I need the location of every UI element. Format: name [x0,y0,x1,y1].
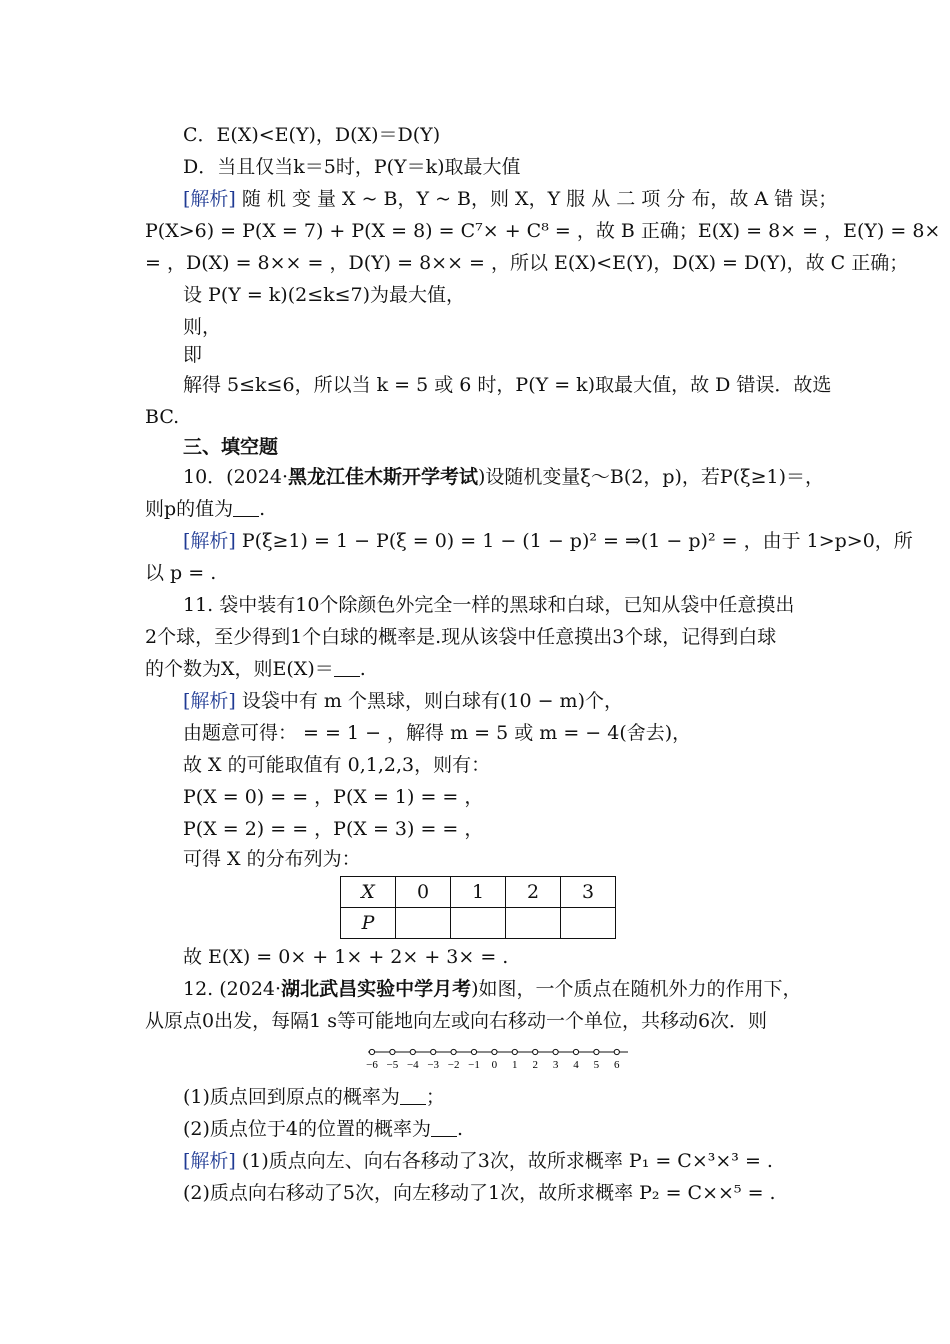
table-cell [506,908,561,939]
source-label: 湖北武昌实验中学月考 [281,978,472,1000]
number-line-label: −5 [386,1059,399,1071]
number-line-point [410,1049,415,1054]
question-12-line-1: 12. (2024·湖北武昌实验中学月考)如图，一个质点在随机外力的作用下， [183,978,802,1000]
table-row [341,877,616,908]
number-line-point [553,1049,558,1054]
analysis-label: [解析] [183,690,236,712]
number-line-label: 1 [512,1059,518,1071]
number-line-label: 2 [532,1059,538,1071]
solution-11-line-5: P(X = 2) = = ，P(X = 3) = = ， [183,818,484,840]
solution-11-line-1: [解析] 设袋中有 m 个黑球，则白球有(10 − m)个， [183,690,623,712]
number-line-label: 4 [573,1059,579,1071]
number-line-figure [360,1043,640,1073]
answer-blank [334,658,360,677]
solution-11-line-2: 由题意可得： = = 1 − ，解得 m = 5 或 m = − 4(舍去)， [183,722,692,744]
number-line-point [573,1049,578,1054]
solution-9-line-3: = ，D(X) = 8×× = ，D(Y) = 8×× = ，所以 E(X)<E(Y)，D(X) = D(Y)，故 C 正确； [145,252,909,274]
question-11-line-1: 11. 袋中装有10个除颜色外完全一样的黑球和白球，已知从袋中任意摸出 [183,594,795,616]
source-label: 黑龙江佳木斯开学考试 [287,466,478,488]
number-line-point [533,1049,538,1054]
analysis-label: [解析] [183,188,236,210]
answer-blank [233,498,259,517]
solution-9-line-5: 则， [183,316,222,338]
solution-11-line-3: 故 X 的可能取值有 0,1,2,3，则有： [183,754,491,776]
answer-blank [400,1086,426,1105]
number-line-label: 5 [593,1059,600,1071]
number-line-point [492,1049,497,1054]
distribution-table [340,876,616,939]
question-12-part-1: (1)质点回到原点的概率为 ； [183,1086,445,1108]
number-line-point [471,1049,476,1054]
table-row [341,908,616,939]
table-cell: P [341,908,396,939]
solution-9-line-1: [解析] 随 机 变 量 X ~ B，Y ~ B，则 X，Y 服 从 二 项 分 布，故 A 错 误； [183,188,838,210]
question-11-line-2: 2个球，至少得到1个白球的概率是.现从该袋中任意摸出3个球，记得到白球 [145,626,777,648]
number-line-point [614,1049,619,1054]
solution-11-line-7: 故 E(X) = 0× + 1× + 2× + 3× = . [183,946,509,968]
number-line-label: 6 [614,1059,620,1071]
solution-10-line-2: 以 p = . [145,562,217,584]
number-line-label: −3 [427,1059,440,1071]
number-line-point [431,1049,436,1054]
table-cell [396,908,451,939]
number-line-point [390,1049,395,1054]
table-cell [451,908,506,939]
number-line-point [369,1049,374,1054]
number-line-point [451,1049,456,1054]
number-line-label: 0 [491,1059,498,1071]
solution-12-line-2: (2)质点向右移动了5次，向左移动了1次，故所求概率 P₂ = C××⁵ = . [183,1182,776,1204]
solution-9-line-2: P(X>6) = P(X = 7) + P(X = 8) = C⁷× + C⁸ = ，故 B 正确；E(X) = 8× = ，E(Y) = 8× [145,220,941,242]
solution-9-line-7: 解得 5≤k≤6，所以当 k = 5 或 6 时，P(Y = k)取最大值，故 D 错误．故选 [183,374,832,396]
number-line-label: −2 [447,1059,460,1071]
option-c: C．E(X)<E(Y)，D(X)＝D(Y) [183,124,441,146]
number-line-point [512,1049,517,1054]
table-cell [561,908,616,939]
table-header-cell: 1 [451,877,506,908]
question-12-part-2: (2)质点位于4的位置的概率为 . [183,1118,464,1140]
number-line-point [594,1049,599,1054]
answer-blank [431,1118,457,1137]
number-line-label: −6 [366,1059,378,1071]
solution-10-line-1: [解析] P(ξ≥1) = 1 − P(ξ = 0) = 1 − (1 − p)² = ⇒(1 − p)² = ，由于 1>p>0，所 [183,530,913,552]
table-header-cell: 3 [561,877,616,908]
question-10-line-1: 10．(2024·黑龙江佳木斯开学考试)设随机变量ξ～B(2，p)，若P(ξ≥1)＝， [183,466,824,488]
number-line-label: −1 [468,1059,480,1071]
number-line-label: 3 [552,1059,559,1071]
analysis-label: [解析] [183,1150,236,1172]
solution-12-line-1: [解析] (1)质点向左、向右各移动了3次，故所求概率 P₁ = C×³×³ = . [183,1150,773,1172]
analysis-label: [解析] [183,530,236,552]
solution-9-line-8: BC. [145,406,180,428]
number-line-label: −4 [406,1059,419,1071]
section-heading: 三、填空题 [183,436,279,458]
table-header-cell: 2 [506,877,561,908]
question-12-line-2: 从原点0出发，每隔1 s等可能地向左或向右移动一个单位，共移动6次．则 [145,1010,768,1032]
solution-9-line-4: 设 P(Y = k)(2≤k≤7)为最大值， [183,284,466,306]
solution-11-line-4: P(X = 0) = = ，P(X = 1) = = ， [183,786,484,808]
table-header-cell: 0 [396,877,451,908]
option-d: D．当且仅当k＝5时，P(Y＝k)取最大值 [183,156,521,178]
table-header-cell: X [341,877,396,908]
solution-9-line-6: 即 [183,344,203,366]
solution-11-line-6: 可得 X 的分布列为： [183,848,361,870]
question-10-line-2: 则p的值为 . [145,498,266,520]
question-11-line-3: 的个数为X，则E(X)＝ . [145,658,366,680]
